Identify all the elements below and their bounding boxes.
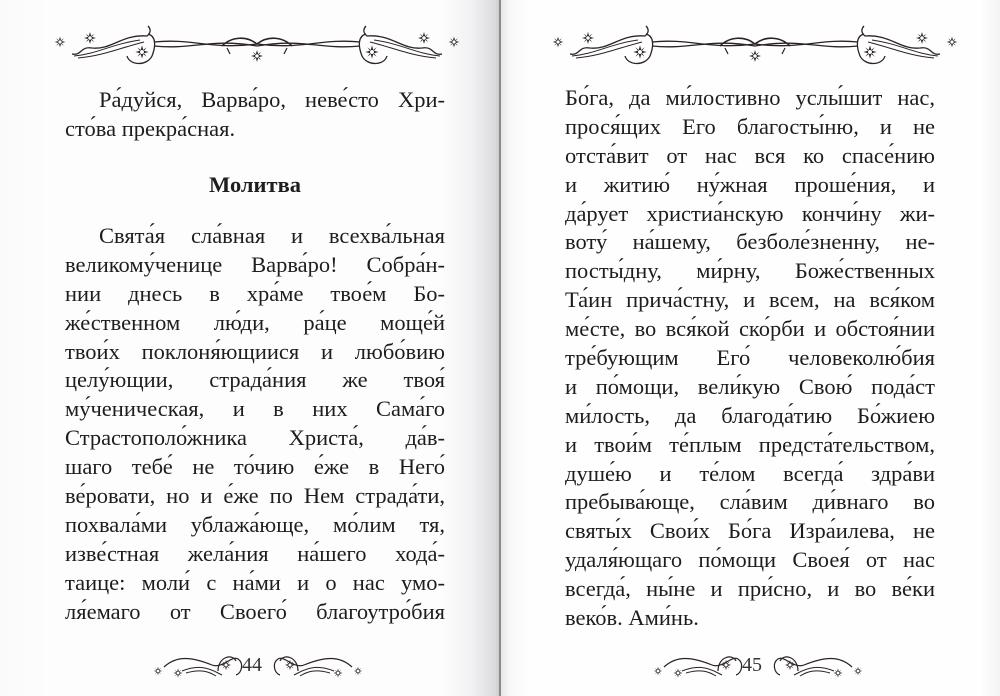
text-line: сто́ва прекра́сная. — [65, 115, 236, 141]
page-number: 44 — [242, 654, 262, 676]
text-line: да́рует христиа́нскую кончи́ну жи- — [565, 200, 935, 226]
intro-verse — [65, 86, 445, 144]
text-line: всегда́, ны́не и при́сно, и во ве́ки — [565, 576, 935, 602]
text-line: похвала́ми ублажа́юще, мо́лим тя, — [65, 511, 445, 537]
text-line: ля́емаго от Своего́ благоутро́бия — [65, 598, 445, 624]
text-line: Бо́га, да ми́лостивно услы́шит нас, — [565, 85, 935, 110]
text-line: нии днесь в хра́ме твое́м Бо- — [65, 280, 445, 306]
prayer-text — [65, 222, 445, 626]
text-line: тре́бующим Его́ человеколю́бия — [565, 345, 935, 371]
right-page — [500, 0, 1000, 696]
text-line: му́ченическая, и в них Сама́го — [65, 396, 445, 422]
footer-flourish-left-icon — [152, 651, 240, 677]
text-line: Страстополо́жника Христа́, да́в- — [65, 425, 445, 451]
footer-flourish-right-icon — [776, 651, 864, 677]
headpiece-ornament-icon — [52, 26, 462, 66]
prayer-heading: Молитва — [209, 172, 301, 197]
text-line: и житию́ ну́жная проше́ния, и — [565, 171, 935, 197]
book-gutter — [499, 0, 501, 696]
text-line: ми́лость, да благода́тию Бо́жиею — [565, 402, 935, 428]
text-line: веко́в. Ами́нь. — [565, 605, 699, 631]
footer-flourish-right-icon — [276, 651, 364, 677]
text-line: Ра́дуйся, Варва́ро, неве́сто Хри- — [99, 87, 445, 112]
text-line: изве́стная жела́ния на́шего хода́- — [65, 540, 445, 566]
text-line: прося́щих Его благосты́ню, и не — [565, 113, 935, 139]
text-line: таице: моли́ с на́ми и о нас умо- — [65, 569, 445, 595]
text-line: святы́х Свои́х Бо́га Изра́илева, не — [565, 518, 935, 544]
text-line: и твои́м те́плым предста́тельством, — [565, 431, 935, 457]
text-line: ме́сте, во вся́кой ско́рби и обстоя́нии — [565, 316, 935, 342]
text-line: целу́ющии, страда́ния же твоя́ — [65, 367, 445, 393]
text-line: отста́вит от нас вся ко спасе́нию — [565, 142, 935, 168]
prayer-text-continued — [565, 84, 935, 633]
text-line: великому́ченице Варва́ро! Собра́н- — [65, 251, 445, 277]
page-footer — [0, 648, 500, 682]
page-footer — [500, 648, 1000, 682]
text-line: Свята́я сла́вная и всехва́льная — [99, 223, 445, 248]
text-line: же́ственном лю́ди, ра́це моще́й — [65, 309, 445, 335]
footer-flourish-left-icon — [652, 651, 740, 677]
text-line: ве́ровати, но и е́же по Нем страда́ти, — [65, 483, 445, 509]
text-line: душе́ю и те́лом всегда́ здра́ви — [565, 460, 935, 486]
text-line: воту́ на́шему, безболе́зненну, не- — [565, 229, 935, 255]
text-line: удаля́ющаго по́мощи Своея́ от нас — [565, 547, 935, 573]
text-line: шаго тебе́ не то́чию е́же в Него́ — [65, 454, 445, 480]
text-line: и по́мощи, вели́кую Свою́ пода́ст — [565, 373, 935, 399]
text-line: твои́х поклоня́ющиися и любо́вию — [65, 338, 445, 364]
text-line: посты́дну, ми́рну, Боже́ственных — [565, 258, 935, 284]
text-line: пребыва́юще, сла́вим ди́внаго во — [565, 489, 935, 515]
headpiece-ornament-icon — [550, 26, 960, 66]
text-line: Та́ин прича́стну, и всем, на вся́ком — [565, 287, 935, 313]
page-number: 45 — [742, 654, 762, 676]
